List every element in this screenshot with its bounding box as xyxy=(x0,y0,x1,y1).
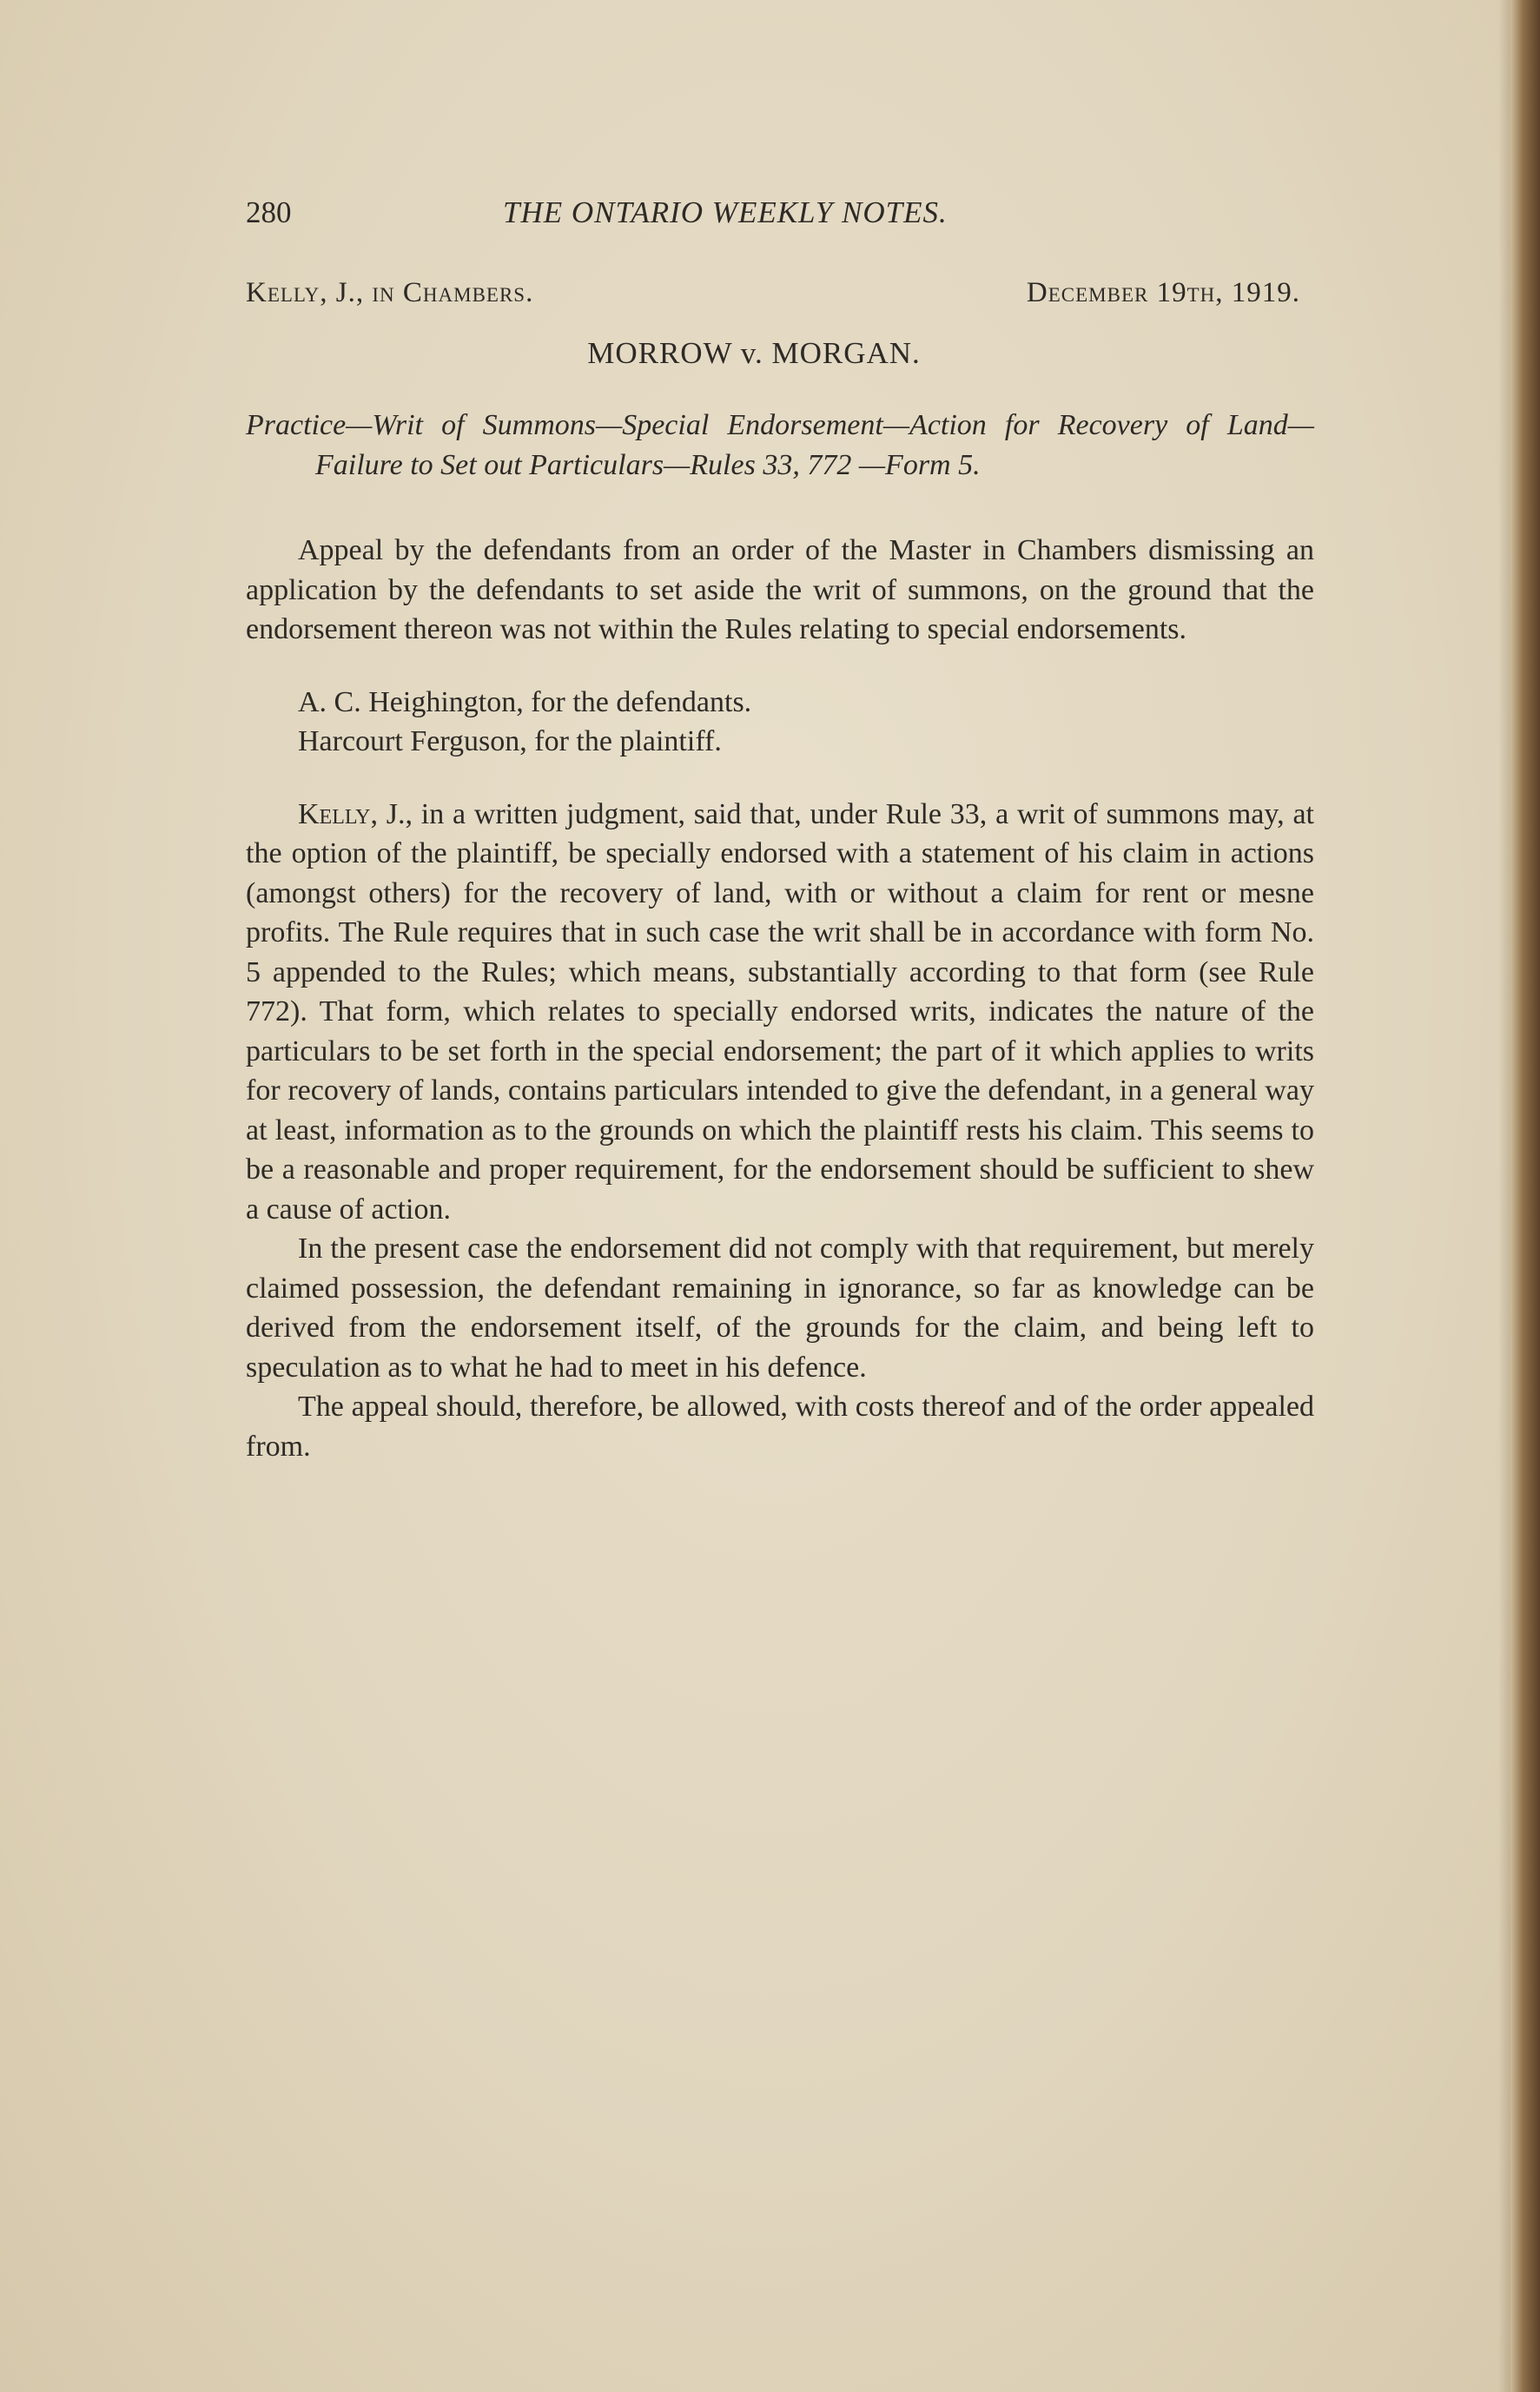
counsel-list xyxy=(246,683,1314,762)
judgment-paragraph-1 xyxy=(246,795,1314,1230)
judge-name: Kelly xyxy=(298,797,371,830)
case-title: MORROW v. MORGAN. xyxy=(587,336,921,370)
appeal-paragraph: Appeal by the defendants from an order of the Master in Chambers dismissing an application by the defendants to set aside the writ of summons, on the ground that the endorsement thereon was not within the Rules relating to special endorsements. xyxy=(246,534,1314,645)
journal-title: THE ONTARIO WEEKLY NOTES. xyxy=(503,195,948,229)
counsel-plaintiff: Harcourt Ferguson, for the plaintiff. xyxy=(298,725,722,757)
judgment-paragraph-1-text: , J., in a written judgment, said that, under Rule 33, a writ of summons may, at the option of the plaintiff, be specially endorsed with a statement of his claim in actions (amongst others) for the recovery of land, with or without a claim for rent or mesne profits. The Rule requires that in such case the writ shall be in accordance with form No. 5 appended to the Rules; which means, substantially according to that form (see Rule 772). That form, which relates to specially endorsed writs, indicates the nature of the particulars to be set forth in the special endorsement; the part of it which applies to writs for recovery of lands, contains particulars intended to give the defendant, in a general way at least, information as to the grounds on which the plaintiff rests his claim. This seems to be a reasonable and proper requirement, for the endorsement should be sufficient to shew a cause of action. xyxy=(246,797,1314,1226)
page-edge-shadow xyxy=(1498,0,1510,2392)
running-head xyxy=(246,187,1314,239)
page-text xyxy=(246,187,1314,1466)
book-edge xyxy=(1510,0,1540,2392)
page-number: 280 xyxy=(246,195,292,229)
court-judge: Kelly, J., in Chambers. xyxy=(246,277,534,308)
judgment xyxy=(246,795,1314,1467)
court-line xyxy=(246,277,1314,334)
judgment-paragraph-2: In the present case the endorsement did not comply with that requirement, but merely claimed possession, the defendant remaining in ignorance, so far as knowledge can be derived from the endorsement itself, of the grounds for the claim, and being left to speculation as to what he had to meet in his defence. xyxy=(246,1232,1314,1384)
counsel-defendants: A. C. Heighington, for the defendants. xyxy=(298,685,752,718)
headnote: Practice—Writ of Summons—Special Endorsement—Action for Recovery of Land—Failure to Set out Particulars—Rules 33, 772 —Form 5. xyxy=(246,409,1314,481)
judgment-paragraph-3: The appeal should, therefore, be allowed, with costs thereof and of the order appealed from. xyxy=(246,1391,1314,1463)
court-date: December 19th, 1919. xyxy=(1026,277,1300,308)
